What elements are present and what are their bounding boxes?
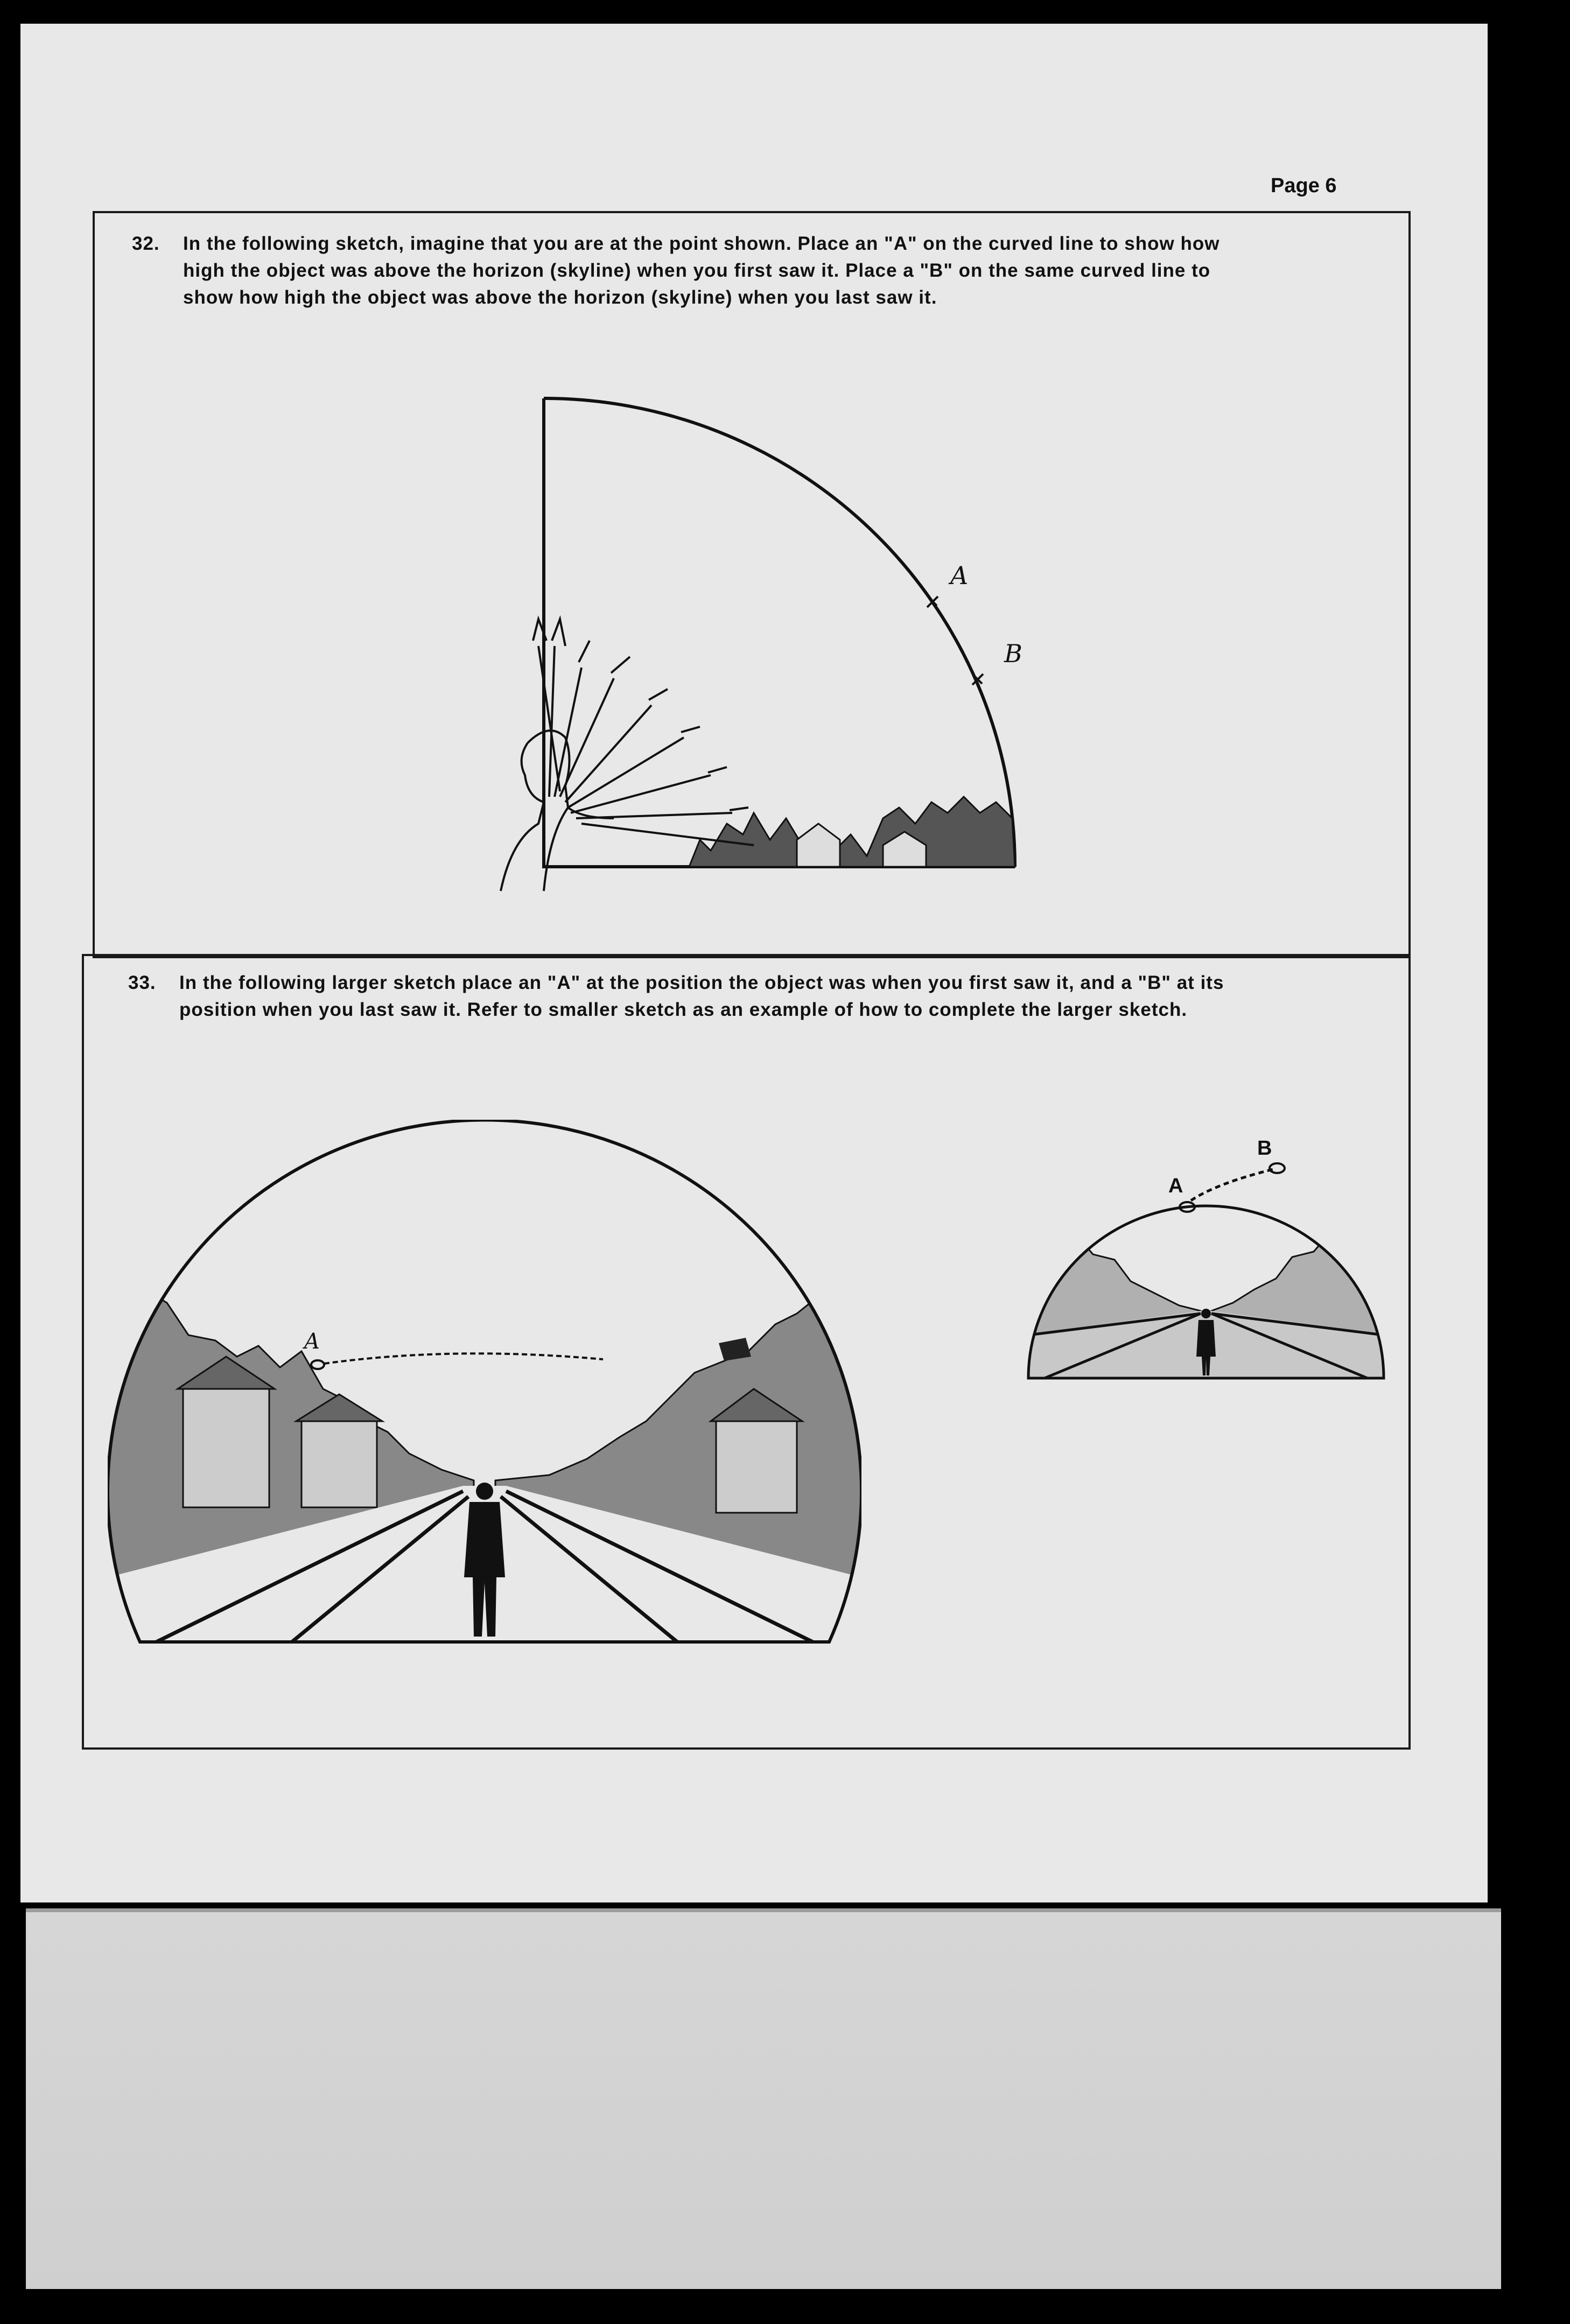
large-mark-a-label: A (304, 1329, 320, 1354)
example-mark-b-label: B (1257, 1137, 1272, 1160)
question-32-text (132, 230, 1370, 311)
question-32-line-3: show how high the object was above the horizon (skyline) when you last saw it. (183, 287, 937, 308)
example-trajectory (1180, 1163, 1285, 1212)
question-33-large-sketch (108, 1120, 861, 1647)
question-33-line-2: position when you last saw it. Refer to smaller sketch as an example of how to complete the larger sketch. (179, 999, 1188, 1020)
question-33-line-1: In the following larger sketch place an "A" at the position the object was when you first saw it, and a "B" at its (179, 972, 1224, 993)
mark-a-label: A (950, 561, 969, 590)
question-32-number: 32. (132, 233, 160, 254)
skyline-trees (689, 797, 1015, 867)
page-number: Page 6 (1271, 174, 1337, 197)
question-32-sketch (474, 388, 1023, 904)
mark-a-tick (927, 596, 938, 607)
question-33-number: 33. (128, 972, 156, 993)
question-32-line-1: In the following sketch, imagine that you are at the point shown. Place an "A" on the curved line to show how (183, 233, 1220, 254)
scan-background (26, 1912, 1501, 2289)
question-33-example-sketch (1023, 1120, 1389, 1384)
large-trajectory (311, 1338, 751, 1369)
mark-b-label: B (1004, 639, 1022, 668)
question-33-text (128, 970, 1404, 1023)
example-mark-a-label: A (1168, 1175, 1183, 1197)
question-32-line-2: high the object was above the horizon (skyline) when you first saw it. Place a "B" on the same curved line to (183, 260, 1211, 281)
